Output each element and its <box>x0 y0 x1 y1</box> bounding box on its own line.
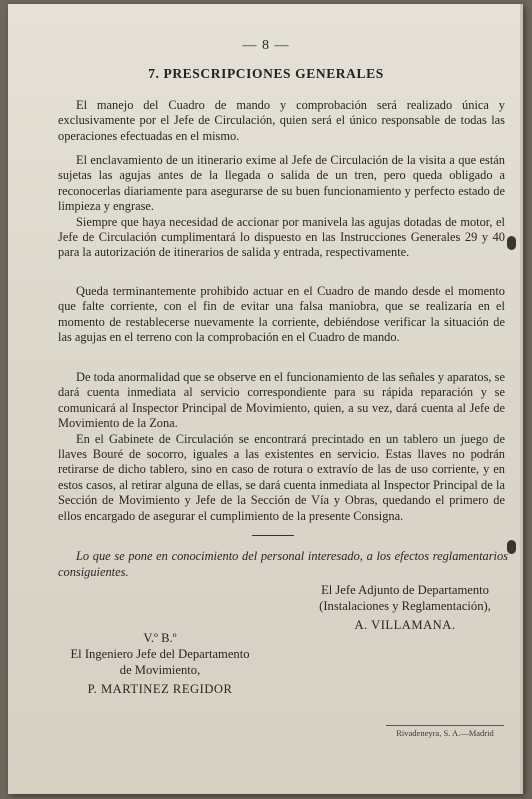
printer-imprint: Rivadeneyra, S. A.—Madrid <box>386 725 504 738</box>
signature-name: A. VILLAMANA. <box>354 618 456 632</box>
signature-title: El Jefe Adjunto de Departamento <box>321 583 489 597</box>
paragraph: En el Gabinete de Circulación se encontrará precintado en un tablero un juego de llaves Bouré de socorro, iguales a las existentes en servicio. Estas llaves no podrán retirarse de dicho tablero, sino en caso de rotura o extravío de las de uso corriente, y en estos casos, al retirar alguna de ellas, se dará cuenta inmediata al Inspector Principal de la Sección de Movimiento y Jefe de la Sección de Vía y Obras, quedando el primero de ellos encargado de asegurar el cumplimiento de la presente Consigna. <box>58 431 505 523</box>
paragraph: De toda anormalidad que se observe en el funcionamiento de las señales y aparatos, se dará cuenta inmediata al servicio correspondiente para su rápida reparación y se comunicará al Inspector Principal de Movimiento, quien, a su vez, dará cuenta al Jefe de Movimiento de la Zona. <box>58 370 505 431</box>
binding-hole-icon <box>507 236 516 250</box>
closing-note <box>58 549 508 581</box>
paragraph: Siempre que haya necesidad de accionar por manivela las agujas dotadas de motor, el Jefe de Circulación cumplimentará lo dispuesto en las Instrucciones Generales 29 y 40 para la autorización de itinerarios de salida y entrada, respectivamente. <box>58 214 505 260</box>
signature-name: P. MARTINEZ REGIDOR <box>87 682 233 696</box>
signature-title: El Ingeniero Jefe del Departamento <box>70 647 250 661</box>
signature-subtitle: de Movimiento, <box>119 663 201 677</box>
paragraph: El enclavamiento de un itinerario exime al Jefe de Circulación de la visita a que están sujetas las agujas antes de la llegada o salida de un tren, pero queda obligado a reconocerlas diariamente para asegurarse de su buen funcionamiento y perfecto estado de limpieza y engrase. <box>58 153 505 214</box>
closing-text: Lo que se pone en conocimiento del personal interesado, a los efectos reglamentarios consiguientes. <box>58 549 508 579</box>
signature-right <box>300 582 510 633</box>
paragraph-block-1 <box>58 98 505 144</box>
separator-line <box>252 535 294 536</box>
binding-hole-icon <box>507 540 516 554</box>
section-title: 7. PRESCRIPCIONES GENERALES <box>148 66 384 81</box>
page-number: — 8 — <box>242 38 290 53</box>
paragraph: Queda terminantemente prohibido actuar en el Cuadro de mando desde el momento que falte corriente, con el fin de evitar una falsa maniobra, que se realizaría en el momento de restablecerse nuevamente la corriente, debiéndose verificar la situación de las agujas en el terreno con la comprobación en el Cuadro de mando. <box>58 284 505 345</box>
paragraph-block-2 <box>58 153 505 261</box>
signature-subtitle: (Instalaciones y Reglamentación), <box>319 599 491 613</box>
paragraph: El manejo del Cuadro de mando y comprobación será realizado única y exclusivamente por el Jefe de Circulación, quien será el único responsable de todas las operaciones efectuadas en el mismo. <box>58 98 505 143</box>
approval-mark: V.º B.º <box>143 631 177 645</box>
signature-left <box>50 630 270 697</box>
paragraph-block-4 <box>58 370 505 524</box>
paragraph-block-3 <box>58 284 505 346</box>
